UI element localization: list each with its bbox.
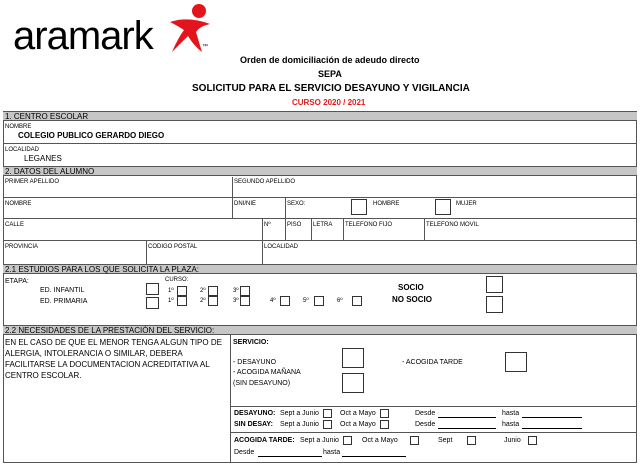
- label-servicio: SERVICIO:: [233, 339, 269, 346]
- acogida-tarde-sept-junio: Sept a Junio: [300, 437, 339, 444]
- checkbox-ed-infantil[interactable]: [146, 283, 159, 295]
- option-desayuno: - DESAYUNO: [233, 359, 277, 366]
- allergy-note-1: EN EL CASO DE QUE EL MENOR TENGA ALGUN TIPO DE: [5, 338, 222, 347]
- label-hombre: HOMBRE: [373, 201, 400, 207]
- acogida-tarde-junio: Junio: [504, 437, 521, 444]
- acogida-tarde-desde: Desde: [234, 449, 255, 456]
- desayuno-desde-field[interactable]: [438, 417, 496, 418]
- label-dni: DNI/NIE: [234, 201, 257, 207]
- checkbox-curso-1-primaria[interactable]: [177, 296, 187, 306]
- checkbox-acogida-manana[interactable]: [342, 373, 364, 393]
- label-curso-6: 6º: [337, 298, 343, 304]
- checkbox-sin-desay-oct-mayo[interactable]: [380, 420, 389, 429]
- form-frame: [3, 111, 637, 463]
- header-title: SOLICITUD PARA EL SERVICIO DESAYUNO Y VIGILANCIA: [192, 83, 470, 94]
- sin-desay-oct-mayo: Oct a Mayo: [340, 421, 376, 428]
- label-curso-2: 2º: [200, 288, 206, 294]
- desayuno-sept-junio: Sept a Junio: [280, 410, 319, 417]
- checkbox-desayuno-oct-mayo[interactable]: [380, 409, 389, 418]
- checkbox-no-socio[interactable]: [486, 296, 503, 313]
- checkbox-acogida-tarde-junio[interactable]: [528, 436, 537, 445]
- label-mujer: MUJER: [456, 201, 477, 207]
- trademark: ™: [202, 44, 208, 50]
- checkbox-curso-5[interactable]: [314, 296, 324, 306]
- checkbox-curso-6[interactable]: [352, 296, 362, 306]
- acogida-tarde-hasta: hasta: [323, 449, 341, 456]
- label-etapa: ETAPA:: [5, 278, 29, 285]
- section-datos-alumno: 2. DATOS DEL ALUMNO: [3, 166, 637, 176]
- desayuno-hasta-field[interactable]: [522, 417, 582, 418]
- checkbox-sin-desay-sept-junio[interactable]: [323, 420, 332, 429]
- label-sexo: SEXO:: [287, 201, 306, 207]
- section-necesidades: 2.2 NECESIDADES DE LA PRESTACIÓN DEL SERVICIO:: [3, 325, 637, 335]
- option-acogida-tarde: - ACOGIDA TARDE: [402, 359, 463, 366]
- localidad-centro-value[interactable]: LEGANES: [24, 154, 62, 163]
- label-ed-infantil: ED. INFANTIL: [40, 287, 85, 294]
- sin-desay-sept-junio: Sept a Junio: [280, 421, 319, 428]
- label-socio: SOCIO: [398, 283, 424, 292]
- checkbox-acogida-tarde-sept[interactable]: [467, 436, 476, 445]
- section-centro-escolar: 1. CENTRO ESCOLAR: [3, 111, 637, 121]
- checkbox-desayuno-sept-junio[interactable]: [323, 409, 332, 418]
- checkbox-socio[interactable]: [486, 276, 503, 293]
- checkbox-acogida-tarde-oct-mayo[interactable]: [410, 436, 419, 445]
- checkbox-mujer[interactable]: [435, 199, 451, 215]
- label-curso-4: 4º: [270, 298, 276, 304]
- checkbox-curso-3[interactable]: [240, 286, 250, 296]
- course: CURSO 2020 / 2021: [292, 98, 366, 107]
- allergy-note-3: FACILITARSE LA DOCUMENTACION ACREDITATIVA AL: [5, 360, 210, 369]
- acogida-tarde-oct-mayo: Oct a Mayo: [362, 437, 398, 444]
- label-calle: CALLE: [5, 222, 25, 228]
- acogida-tarde-sept: Sept: [438, 437, 453, 444]
- label-codigo-postal: CODIGO POSTAL: [148, 244, 198, 250]
- checkbox-curso-3-primaria[interactable]: [240, 296, 250, 306]
- nombre-centro-value[interactable]: COLEGIO PUBLICO GERARDO DIEGO: [18, 131, 165, 140]
- label-localidad-centro: LOCALIDAD: [5, 147, 40, 153]
- allergy-note-4: CENTRO ESCOLAR.: [5, 371, 82, 380]
- label-provincia: PROVINCIA: [5, 244, 39, 250]
- label-ed-primaria: ED. PRIMARIA: [40, 298, 88, 305]
- desayuno-desde: Desde: [415, 410, 436, 417]
- label-curso-2b: 2º: [200, 298, 206, 304]
- acogida-tarde-hasta-field[interactable]: [342, 456, 406, 457]
- desayuno-hasta: hasta: [502, 410, 520, 417]
- aramark-logo: aramark: [13, 14, 153, 58]
- option-sin-desayuno: (SIN DESAYUNO): [233, 380, 291, 387]
- label-no-socio: NO SOCIO: [392, 295, 433, 304]
- desayuno-oct-mayo: Oct a Mayo: [340, 410, 376, 417]
- checkbox-curso-2-primaria[interactable]: [208, 296, 218, 306]
- checkbox-acogida-tarde-sept-junio[interactable]: [343, 436, 352, 445]
- label-localidad-alumno: LOCALIDAD: [264, 244, 299, 250]
- acogida-tarde-desde-field[interactable]: [258, 456, 322, 457]
- label-nombre-alumno: NOMBRE: [5, 201, 32, 207]
- label-curso-3: 3º: [233, 288, 239, 294]
- label-desayuno-row: DESAYUNO:: [234, 410, 276, 417]
- label-acogida-tarde-row: ACOGIDA TARDE:: [234, 437, 295, 444]
- option-acogida-manana: - ACOGIDA MAÑANA: [233, 369, 301, 376]
- sin-desay-hasta-field[interactable]: [522, 428, 582, 429]
- label-nombre-centro: NOMBRE: [5, 124, 32, 130]
- label-tel-fijo: TELEFONO FIJO: [345, 222, 393, 228]
- checkbox-curso-4[interactable]: [280, 296, 290, 306]
- label-piso: PISO: [287, 222, 302, 228]
- sin-desay-desde: Desde: [415, 421, 436, 428]
- checkbox-ed-primaria[interactable]: [146, 297, 159, 309]
- label-numero: Nº: [264, 222, 271, 228]
- label-tel-movil: TELEFONO MOVIL: [426, 222, 479, 228]
- label-segundo-apellido: SEGUNDO APELLIDO: [234, 179, 296, 185]
- label-curso-3b: 3º: [233, 298, 239, 304]
- sin-desay-hasta: hasta: [502, 421, 520, 428]
- checkbox-desayuno[interactable]: [342, 348, 364, 368]
- checkbox-hombre[interactable]: [351, 199, 367, 215]
- checkbox-curso-2[interactable]: [208, 286, 218, 296]
- label-sin-desay-row: SIN DESAY:: [234, 421, 273, 428]
- label-curso-1: 1º: [168, 288, 174, 294]
- label-letra: LETRA: [313, 222, 333, 228]
- label-curso-5: 5º: [303, 298, 309, 304]
- section-estudios: 2.1 ESTUDIOS PARA LOS QUE SOLICITA LA PLAZA:: [3, 264, 637, 274]
- label-curso: CURSO:: [165, 277, 189, 283]
- header-line2: SEPA: [318, 69, 342, 79]
- label-curso-1b: 1º: [168, 298, 174, 304]
- checkbox-acogida-tarde[interactable]: [505, 352, 527, 372]
- label-primer-apellido: PRIMER APELLIDO: [5, 179, 60, 185]
- header-line1: Orden de domiciliación de adeudo directo: [240, 55, 420, 65]
- checkbox-curso-1[interactable]: [177, 286, 187, 296]
- allergy-note-2: ALERGIA, INTOLERANCIA O SIMILAR, DEBERA: [5, 349, 183, 358]
- sin-desay-desde-field[interactable]: [438, 428, 496, 429]
